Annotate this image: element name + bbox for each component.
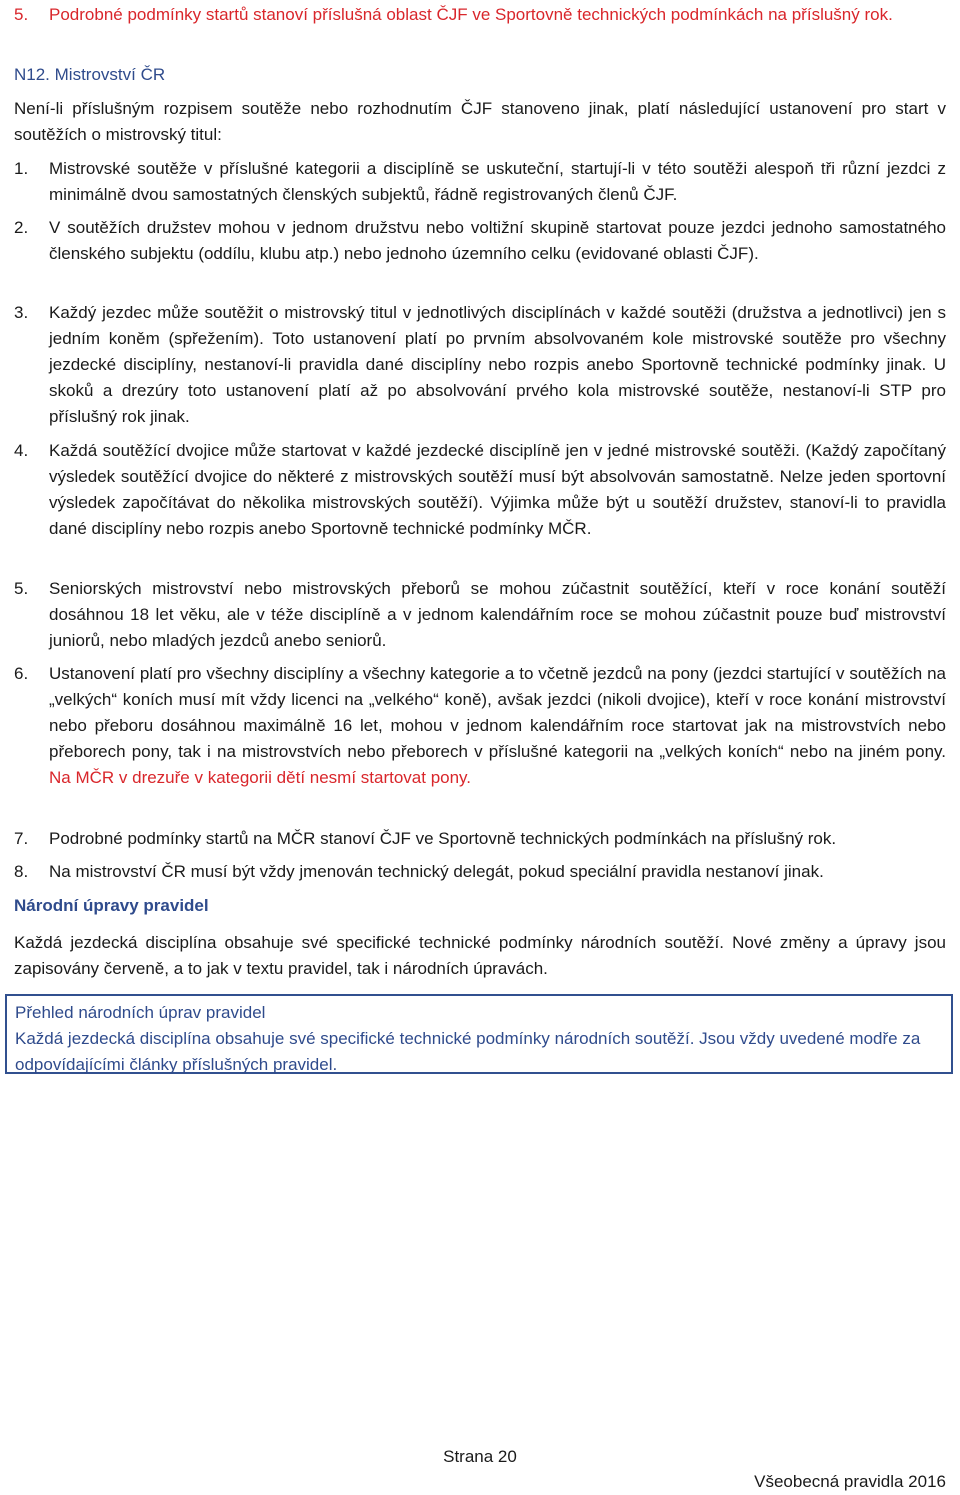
national-text: Každá jezdecká disciplína obsahuje své specifické technické podmínky národních soutěží. Nové změny a úpravy jsou zapisovány červeně, a to jak v textu pravidel, tak i národních úpravách. — [14, 933, 946, 978]
list-item-text: Podrobné podmínky startů na MČR stanoví ČJF ve Sportovně technických podmínkách na příslušný rok. — [49, 829, 837, 848]
list-item-text: Každá soutěžící dvojice může startovat v každé jezdecké disciplíně jen v jedné mistrovské soutěži. (Každý započítaný výsledek soutěžící dvojice do některé z mistrovských soutěží musí být absolvován samostatně. Nelze jeden sportovní výsledek započítávat do několika mistrovských soutěží). Výjimka může být u soutěží družstev, stanoví-li to pravidla dané disciplíny nebo rozpis anebo Sportovně technické podmínky MČR. — [49, 441, 946, 538]
list-item-text: V soutěžích družstev mohou v jednom družstvu nebo voltižní skupině startovat pouze jezdci jednoho samostatného členského subjektu (oddílu, klubu atp.) nebo jednoho územního celku (evidované oblasti ČJF). — [49, 218, 946, 263]
list-item-text: Seniorských mistrovství nebo mistrovských přeborů se mohou zúčastnit soutěžící, kteří v roce konání soutěží dosáhnou 18 let věku, ale v téže disciplíně a v jednom kalendářním roce se mohou zúčastnit pouze buď mistrovství juniorů, nebo mladých jezdců anebo seniorů. — [49, 579, 946, 650]
list-item-text: Mistrovské soutěže v příslušné kategorii a disciplíně se uskuteční, startují-li v této soutěži alespoň tři různí jezdci z minimálně dvou samostatných členských subjektů, řádně registrovaných členů ČJF. — [49, 159, 946, 204]
box-text: Každá jezdecká disciplína obsahuje své specifické technické podmínky národních soutěží. Jsou vždy uvedené modře za odpovídajícími články příslušných pravidel. — [15, 1029, 921, 1074]
list-item-text: Na mistrovství ČR musí být vždy jmenován technický delegát, pokud speciální pravidla nestanoví jinak. — [49, 862, 824, 881]
section-intro: Není-li příslušným rozpisem soutěže nebo rozhodnutím ČJF stanoveno jinak, platí následující ustanovení pro start v soutěžích o mistrovský titul: — [14, 99, 946, 144]
national-overview-box — [5, 994, 953, 1074]
list-item-text-black: Ustanovení platí pro všechny disciplíny a všechny kategorie a to včetně jezdců na pony (jezdci startující v soutěžích na „velkých“ koních musí mít vždy licenci na „velkého“ koně), avšak jezdci (nikoli dvojice), kteří v roce konání mistrovství nebo přeboru dosáhnou maximálně 16 let, mohou v jednom kalendářním roce startovat jak na mistrovstvích nebo přeborech pony, tak i na mistrovstvích nebo přeborech v příslušné kategorii na „velkých koních“ nebo na jiném pony. — [49, 664, 946, 761]
section-title: N12. Mistrovství ČR — [14, 65, 166, 84]
list-item-text-red: Na MČR v drezuře v kategorii dětí nesmí startovat pony. — [49, 768, 472, 787]
list-item-number: 8. — [14, 862, 29, 881]
list-item-number: 4. — [14, 441, 29, 460]
list-item-number: 3. — [14, 303, 29, 322]
prev-item-text: Podrobné podmínky startů stanoví příslušná oblast ČJF ve Sportovně technických podmínkách na příslušný rok. — [49, 5, 893, 24]
list-item-text: Každý jezdec může soutěžit o mistrovský titul v jednotlivých disciplínách v každé soutěži (družstva a jednotlivci) jen s jedním koněm (spřežením). Toto ustanovení platí po prvním absolvovaném kole mistrovské soutěže pro všechny jezdecké disciplíny, nestanoví-li pravidla dané disciplíny nebo rozpis anebo Sportovně technické podmínky jinak. U skoků a drezúry toto ustanovení platí až po absolvování prvého kola mistrovské soutěže, nestanoví-li STP pro příslušný rok jinak. — [49, 303, 946, 426]
document-name: Všeobecná pravidla 2016 — [754, 1472, 946, 1491]
list-item-number: 7. — [14, 829, 29, 848]
page-number: Strana 20 — [443, 1447, 517, 1466]
prev-item-number: 5. — [14, 5, 29, 24]
box-title: Přehled národních úprav pravidel — [15, 1003, 266, 1022]
list-item-text — [49, 661, 946, 791]
list-item-number: 5. — [14, 579, 29, 598]
national-heading: Národní úpravy pravidel — [14, 896, 209, 915]
list-item-number: 2. — [14, 218, 29, 237]
list-item-number: 1. — [14, 159, 29, 178]
list-item-number: 6. — [14, 664, 29, 683]
